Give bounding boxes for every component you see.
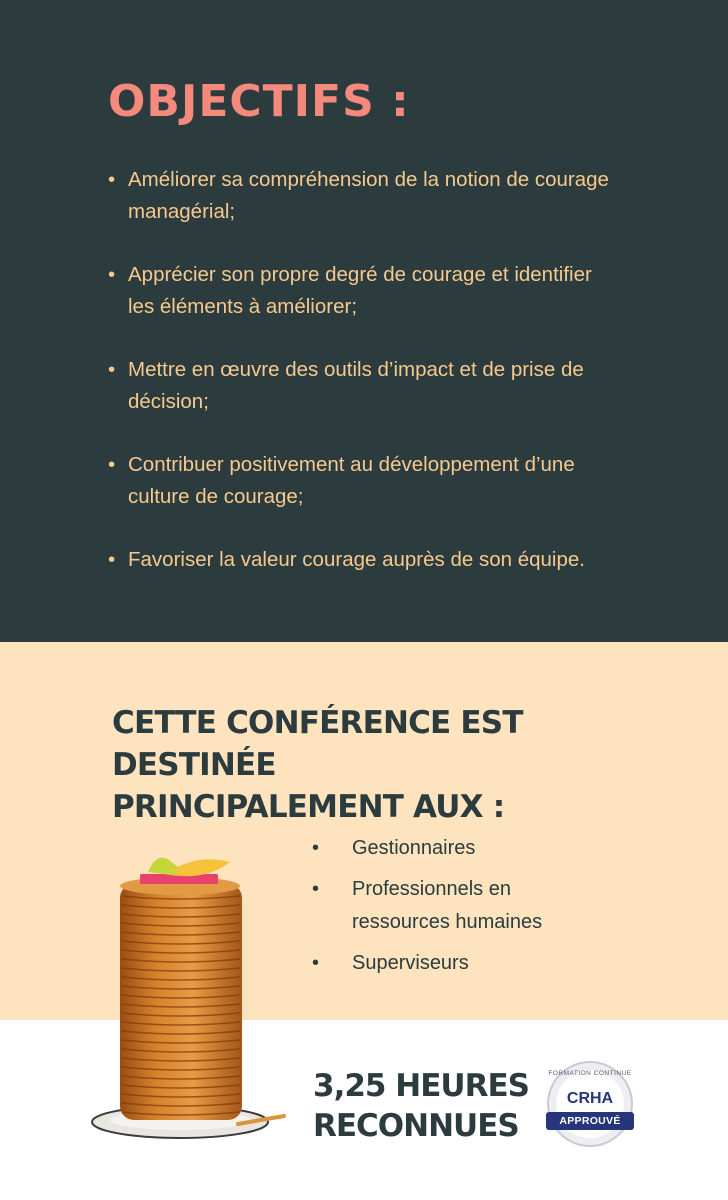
objective-text-line: culture de courage; <box>128 485 304 508</box>
objective-text-line: Apprécier son propre degré de courage et identifier <box>128 263 592 286</box>
audience-text-line: Gestionnaires <box>352 837 476 859</box>
audience-text-line: ressources humaines <box>352 911 543 933</box>
objective-text-line: les éléments à améliorer; <box>128 295 358 318</box>
bullet-icon: • <box>108 263 116 286</box>
hours-line: 3,25 HEURES <box>313 1068 529 1104</box>
audience-title-line: CETTE CONFÉRENCE EST DESTINÉE <box>112 705 523 783</box>
audience-item <box>312 947 612 980</box>
badge-arc-text: FORMATION CONTINUE <box>548 1070 632 1077</box>
audience-item <box>312 873 612 939</box>
bullet-icon: • <box>108 453 116 476</box>
topping-icon <box>140 874 218 884</box>
objective-item <box>108 164 688 228</box>
pancake-layers <box>120 884 242 1120</box>
fruit-slice-icon <box>148 858 180 876</box>
objective-text-line: Favoriser la valeur courage auprès de son équipe. <box>128 548 585 571</box>
objective-text-line: Mettre en œuvre des outils d’impact et de prise de <box>128 358 584 381</box>
crha-approved-badge <box>540 1060 640 1148</box>
objectives-list <box>108 164 688 607</box>
audience-list <box>312 832 612 988</box>
pancake-stack-illustration <box>88 840 288 1150</box>
objective-item <box>108 259 688 323</box>
objective-item <box>108 354 688 418</box>
objective-text-line: Améliorer sa compréhension de la notion de courage <box>128 168 609 191</box>
recognized-hours <box>313 1066 529 1146</box>
badge-name: CRHA <box>566 1090 614 1107</box>
badge-status: APPROUVÉ <box>559 1115 621 1127</box>
audience-text-line: Superviseurs <box>352 952 469 974</box>
bullet-icon: • <box>108 548 116 571</box>
objective-text-line: Contribuer positivement au développement d’une <box>128 453 575 476</box>
audience-title <box>112 702 672 828</box>
objective-text-line: managérial; <box>128 200 236 223</box>
bullet-icon: • <box>312 878 320 900</box>
objectives-title: OBJECTIFS : <box>108 76 410 127</box>
objective-item <box>108 544 688 576</box>
hours-line: RECONNUES <box>313 1108 519 1144</box>
objective-text-line: décision; <box>128 390 209 413</box>
mango-slice-icon <box>172 859 230 876</box>
audience-title-line: PRINCIPALEMENT AUX : <box>112 789 505 825</box>
bullet-icon: • <box>312 837 320 859</box>
audience-text-line: Professionnels en <box>352 878 511 900</box>
bullet-icon: • <box>108 168 116 191</box>
audience-item <box>312 832 612 865</box>
bullet-icon: • <box>108 358 116 381</box>
bullet-icon: • <box>312 952 320 974</box>
objective-item <box>108 449 688 513</box>
